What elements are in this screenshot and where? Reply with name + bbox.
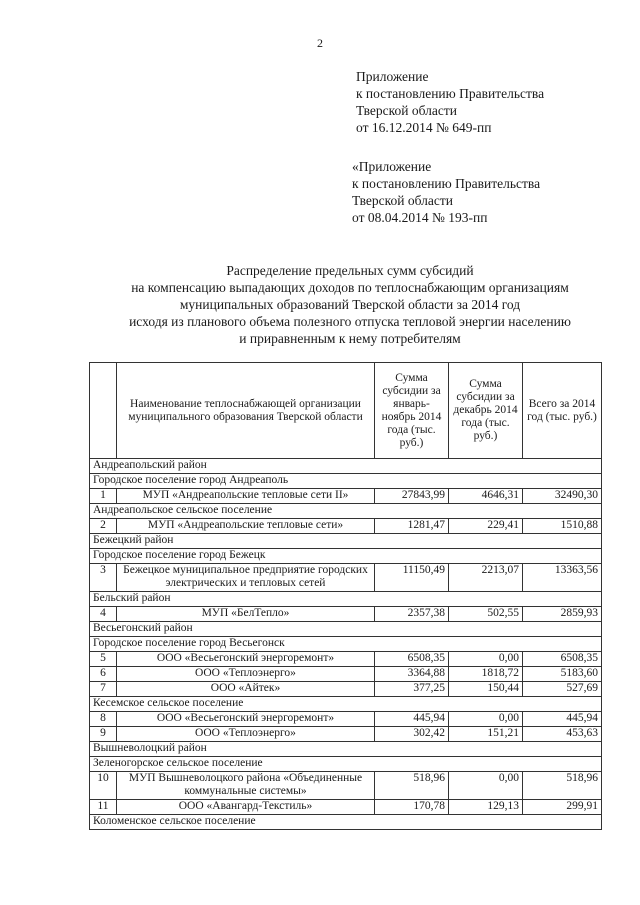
cell-december: 229,41 <box>449 519 523 534</box>
cell-jan-nov: 518,96 <box>375 772 449 800</box>
cell-december: 4646,31 <box>449 489 523 504</box>
table-row <box>90 652 602 667</box>
section-label: Андреапольский район <box>90 459 602 474</box>
cell-number: 11 <box>90 800 117 815</box>
table-row <box>90 712 602 727</box>
title-line: муниципальных образований Тверской области за 2014 год <box>179 297 521 312</box>
section-label: Весьегонский район <box>90 622 602 637</box>
appendix-line: к постановлению Правительства <box>356 86 545 101</box>
cell-organization: ООО «Весьегонский энергоремонт» <box>117 712 375 727</box>
cell-number: 3 <box>90 564 117 592</box>
cell-number: 10 <box>90 772 117 800</box>
section-label: Бежецкий район <box>90 534 602 549</box>
cell-total: 1510,88 <box>523 519 602 534</box>
section-row <box>90 742 602 757</box>
table-row <box>90 489 602 504</box>
cell-number: 7 <box>90 682 117 697</box>
cell-organization: МУП Вышневолоцкого района «Объединенные коммунальные системы» <box>117 772 375 800</box>
header-organization: Наименование теплоснабжающей организации муниципального образования Тверской области <box>117 363 375 459</box>
cell-jan-nov: 11150,49 <box>375 564 449 592</box>
table-row <box>90 772 602 800</box>
table-row <box>90 800 602 815</box>
cell-organization: ООО «Теплоэнерго» <box>117 667 375 682</box>
header-december: Сумма субсидии за декабрь 2014 года (тыс. руб.) <box>449 363 523 459</box>
cell-total: 445,94 <box>523 712 602 727</box>
cell-organization: МУП «Андреапольские тепловые сети» <box>117 519 375 534</box>
appendix-line: «Приложение <box>352 159 432 174</box>
cell-number: 1 <box>90 489 117 504</box>
section-row <box>90 622 602 637</box>
cell-december: 151,21 <box>449 727 523 742</box>
table-row <box>90 727 602 742</box>
table-row <box>90 564 602 592</box>
table-row <box>90 682 602 697</box>
cell-total: 299,91 <box>523 800 602 815</box>
section-label: Городское поселение город Весьегонск <box>90 637 602 652</box>
cell-total: 518,96 <box>523 772 602 800</box>
appendix-reference-current <box>356 68 544 136</box>
cell-december: 0,00 <box>449 712 523 727</box>
cell-december: 129,13 <box>449 800 523 815</box>
cell-jan-nov: 3364,88 <box>375 667 449 682</box>
section-label: Городское поселение город Андреаполь <box>90 474 602 489</box>
subsidy-table <box>89 362 602 830</box>
section-label: Андреапольское сельское поселение <box>90 504 602 519</box>
cell-total: 5183,60 <box>523 667 602 682</box>
cell-organization: Бежецкое муниципальное предприятие городских электрических и тепловых сетей <box>117 564 375 592</box>
page-number: 2 <box>317 36 323 50</box>
section-row <box>90 815 602 830</box>
cell-number: 5 <box>90 652 117 667</box>
section-row <box>90 637 602 652</box>
appendix-line: к постановлению Правительства <box>352 176 541 191</box>
cell-organization: ООО «Теплоэнерго» <box>117 727 375 742</box>
section-row <box>90 549 602 564</box>
appendix-reference-previous <box>352 158 540 226</box>
cell-december: 0,00 <box>449 772 523 800</box>
cell-december: 2213,07 <box>449 564 523 592</box>
title-line: и приравненным к нему потребителям <box>239 331 461 346</box>
appendix-line: Тверской области <box>352 193 453 208</box>
cell-organization: ООО «Авангард-Текстиль» <box>117 800 375 815</box>
section-label: Вышневолоцкий район <box>90 742 602 757</box>
section-row <box>90 474 602 489</box>
cell-december: 0,00 <box>449 652 523 667</box>
cell-jan-nov: 445,94 <box>375 712 449 727</box>
section-label: Коломенское сельское поселение <box>90 815 602 830</box>
section-row <box>90 534 602 549</box>
cell-jan-nov: 6508,35 <box>375 652 449 667</box>
section-row <box>90 459 602 474</box>
cell-jan-nov: 302,42 <box>375 727 449 742</box>
table-header-row <box>90 363 602 459</box>
cell-organization: МУП «Андреапольские тепловые сети II» <box>117 489 375 504</box>
cell-december: 502,55 <box>449 607 523 622</box>
cell-jan-nov: 27843,99 <box>375 489 449 504</box>
cell-total: 6508,35 <box>523 652 602 667</box>
cell-total: 2859,93 <box>523 607 602 622</box>
section-row <box>90 697 602 712</box>
appendix-line: от 16.12.2014 № 649-пп <box>356 120 492 135</box>
header-jan-nov: Сумма субсидии за январь-ноябрь 2014 года (тыс. руб.) <box>375 363 449 459</box>
header-total: Всего за 2014 год (тыс. руб.) <box>523 363 602 459</box>
section-label: Зеленогорское сельское поселение <box>90 757 602 772</box>
title-line: Распределение предельных сумм субсидий <box>226 263 474 278</box>
cell-number: 6 <box>90 667 117 682</box>
title-line: исходя из планового объема полезного отпуска тепловой энергии населению <box>129 314 571 329</box>
cell-number: 2 <box>90 519 117 534</box>
header-number <box>90 363 117 459</box>
cell-total: 32490,30 <box>523 489 602 504</box>
cell-jan-nov: 170,78 <box>375 800 449 815</box>
cell-total: 13363,56 <box>523 564 602 592</box>
cell-organization: МУП «БелТепло» <box>117 607 375 622</box>
cell-total: 453,63 <box>523 727 602 742</box>
section-label: Городское поселение город Бежецк <box>90 549 602 564</box>
table-row <box>90 607 602 622</box>
section-label: Бельский район <box>90 592 602 607</box>
appendix-line: Тверской области <box>356 103 457 118</box>
cell-total: 527,69 <box>523 682 602 697</box>
table-row <box>90 667 602 682</box>
cell-jan-nov: 1281,47 <box>375 519 449 534</box>
cell-number: 4 <box>90 607 117 622</box>
cell-december: 1818,72 <box>449 667 523 682</box>
title-line: на компенсацию выпадающих доходов по теплоснабжающим организациям <box>131 280 569 295</box>
cell-number: 9 <box>90 727 117 742</box>
table-row <box>90 519 602 534</box>
section-row <box>90 757 602 772</box>
cell-number: 8 <box>90 712 117 727</box>
appendix-line: от 08.04.2014 № 193-пп <box>352 210 488 225</box>
section-row <box>90 504 602 519</box>
section-label: Кесемское сельское поселение <box>90 697 602 712</box>
cell-december: 150,44 <box>449 682 523 697</box>
document-title <box>60 262 640 347</box>
appendix-line: Приложение <box>356 69 429 84</box>
cell-jan-nov: 377,25 <box>375 682 449 697</box>
cell-organization: ООО «Айтек» <box>117 682 375 697</box>
cell-organization: ООО «Весьегонский энергоремонт» <box>117 652 375 667</box>
cell-jan-nov: 2357,38 <box>375 607 449 622</box>
section-row <box>90 592 602 607</box>
